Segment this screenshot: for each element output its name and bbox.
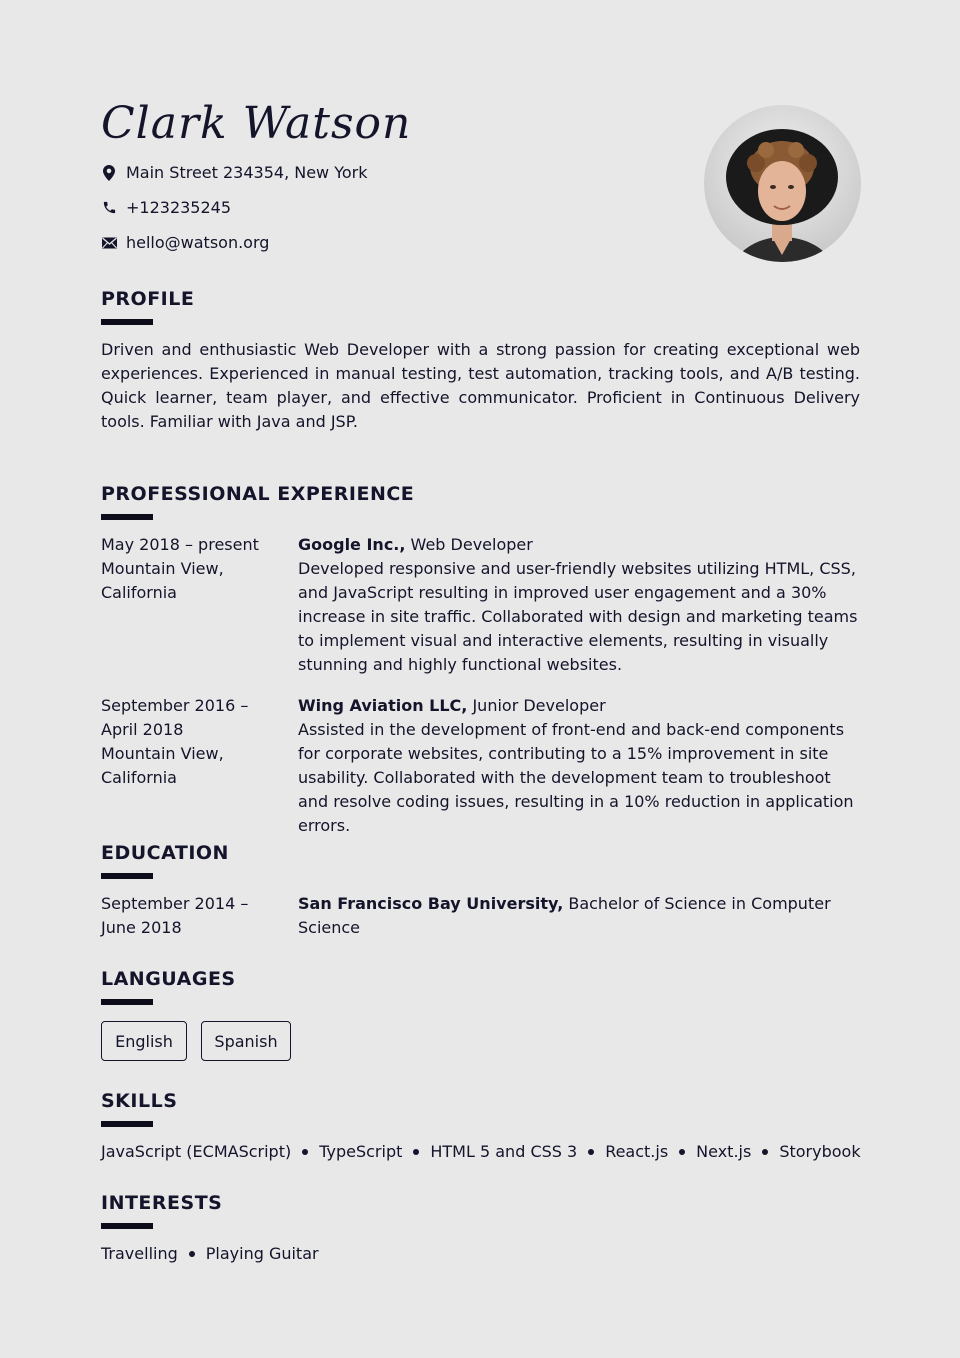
skill-item: JavaScript (ECMAScript) <box>101 1142 292 1161</box>
bullet-separator <box>302 1149 308 1155</box>
skill-item: HTML 5 and CSS 3 <box>430 1142 578 1161</box>
experience-dates: September 2016 – April 2018 <box>101 696 249 739</box>
experience-1-meta <box>101 533 281 605</box>
language-chip: English <box>101 1021 187 1061</box>
bullet-separator <box>413 1149 419 1155</box>
envelope-icon <box>101 235 117 251</box>
experience-title-line <box>298 694 858 718</box>
experience-2-meta <box>101 694 281 790</box>
skill-item: Next.js <box>696 1142 752 1161</box>
experience-location: Mountain View, California <box>101 559 224 602</box>
contact-phone <box>101 198 231 217</box>
phone-text: +123235245 <box>126 198 232 217</box>
bullet-separator <box>679 1149 685 1155</box>
language-chip: Spanish <box>201 1021 291 1061</box>
address-text: Main Street 234354, New York <box>126 163 368 182</box>
contact-address <box>101 163 368 182</box>
experience-description: Assisted in the development of front-end and back-end components for corporate websites, contributing to a 15% improvement in site usability. Collaborated with the development team to troubleshoot and resolve coding issues, resulting in a 10% reduction in application errors. <box>298 720 854 835</box>
resume-page <box>101 0 860 1358</box>
skills-list <box>101 1140 861 1164</box>
section-divider <box>101 999 153 1005</box>
education-dates: September 2014 – June 2018 <box>101 894 249 937</box>
section-divider <box>101 514 153 520</box>
skills-heading: SKILLS <box>101 1090 178 1112</box>
contact-email <box>101 233 269 252</box>
job-role: Junior Developer <box>467 696 606 715</box>
interest-item: Travelling <box>101 1244 178 1263</box>
section-divider <box>101 319 153 325</box>
education-heading: EDUCATION <box>101 842 229 864</box>
skill-item: Storybook <box>779 1142 861 1161</box>
bullet-separator <box>189 1251 195 1257</box>
job-role: Web Developer <box>405 535 533 554</box>
map-pin-icon <box>101 165 117 181</box>
experience-1-body <box>298 533 858 677</box>
skill-item: TypeScript <box>319 1142 403 1161</box>
skill-item: React.js <box>605 1142 669 1161</box>
interest-item: Playing Guitar <box>205 1244 319 1263</box>
company-name: Google Inc., <box>298 535 406 554</box>
interests-list <box>101 1242 319 1266</box>
experience-heading: PROFESSIONAL EXPERIENCE <box>101 483 415 505</box>
education-body <box>298 892 858 940</box>
experience-title-line <box>298 533 858 557</box>
bullet-separator <box>762 1149 768 1155</box>
profile-photo <box>704 105 861 262</box>
email-text: hello@watson.org <box>126 233 270 252</box>
interests-heading: INTERESTS <box>101 1192 223 1214</box>
phone-icon <box>101 200 117 216</box>
profile-heading: PROFILE <box>101 288 195 310</box>
experience-2-body <box>298 694 858 838</box>
company-name: Wing Aviation LLC, <box>298 696 468 715</box>
candidate-name: Clark Watson <box>101 98 412 149</box>
experience-dates: May 2018 – present <box>101 535 259 554</box>
experience-location: Mountain View, California <box>101 744 224 787</box>
experience-description: Developed responsive and user-friendly websites utilizing HTML, CSS, and JavaScript resulting in improved user engagement and a 30% increase in site traffic. Collaborated with design and marketing teams to implement visual and interactive elements, resulting in visually stunning and highly functional websites. <box>298 559 858 674</box>
school-name: San Francisco Bay University, <box>298 894 564 913</box>
bullet-separator <box>588 1149 594 1155</box>
languages-heading: LANGUAGES <box>101 968 236 990</box>
degree-name: Bachelor of Science in Computer Science <box>298 894 831 937</box>
section-divider <box>101 873 153 879</box>
profile-summary: Driven and enthusiastic Web Developer with a strong passion for creating exceptional web experiences. Experienced in manual testing, test automation, tracking tools, and A/B testing. Quick learner, team player, and effective communicator. Proficient in Continuous Delivery tools. Familiar with Java and JSP. <box>101 340 860 431</box>
section-divider <box>101 1223 153 1229</box>
section-divider <box>101 1121 153 1127</box>
